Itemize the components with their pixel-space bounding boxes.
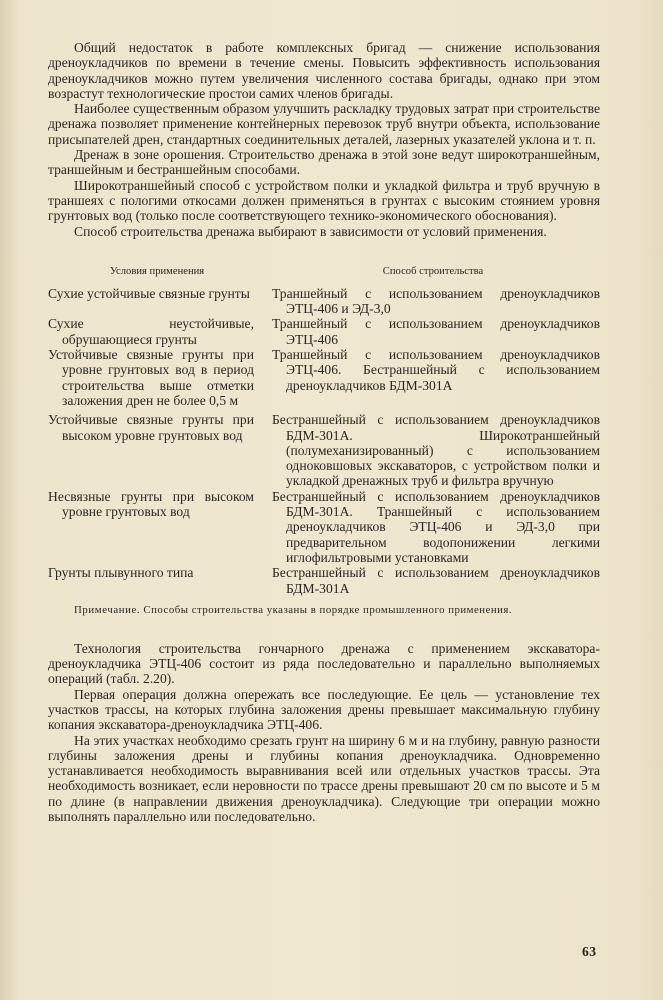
table-row	[48, 286, 600, 317]
condition-cell: Грунты плывунного типа	[48, 565, 194, 581]
page-number: 63	[582, 944, 597, 959]
paragraph-cut-soil: На этих участках необходимо срезать грунт на ширину 6 м и на глубину, равную разности глубины заложения дрены и глубины копания дреноукладчика. Одновременно устанавливается необходимость выравнивания всей или отдельных участков трассы. Эта необходимость возникает, если неровности по трассе дрены превышают 20 см по высоте и 5 м по длине (в направлении движения дреноукладчика). Следующие три операции можно выполнять параллельно или последовательно.	[48, 732, 600, 825]
page-content	[48, 40, 600, 824]
irrigation-heading: Дренаж в зоне орошения.	[74, 147, 225, 163]
method-cell: Траншейный с использованием дреноукладчиков ЭТЦ-406 и ЭД-3,0	[272, 285, 600, 317]
method-cell: Бестраншейный с использованием дреноукладчиков БДМ-301А. Траншейный с использованием дреноукладчиков ЭТЦ-406 и ЭД-3,0 при предварительном водопонижении легкими иглофильтровыми установками	[272, 488, 600, 565]
paragraph-method-choice: Способ строительства дренажа выбирают в зависимости от условий применения.	[74, 223, 547, 239]
note-text: Способы строительства указаны в порядке промышленного применения.	[143, 603, 513, 616]
table-row	[48, 489, 600, 565]
application-conditions-table	[48, 266, 600, 616]
method-cell: Бестраншейный с использованием дреноукладчиков БДМ-301А. Широкотраншейный (полумеханизированный) с использованием одноковшовых экскаваторов, с устройством полки и укладкой дренажных труб и фильтра вручную	[272, 412, 600, 489]
paragraph-brigades: Общий недостаток в работе комплексных бригад — снижение использования дреноукладчиков по времени в течение смены. Повысить эффективность использования дреноукладчиков можно путем увеличения численного состава бригады, однако при этом возрастут технологические простои самих членов бригады.	[48, 40, 600, 101]
condition-cell: Устойчивые связные грунты при высоком уровне грунтовых вод	[48, 412, 254, 443]
condition-cell: Сухие устойчивые связные грунты	[48, 285, 250, 301]
condition-cell: Несвязные грунты при высоком уровне грунтовых вод	[48, 488, 254, 520]
irrigation-text: Строительство дренажа в этой зоне ведут широкотраншейным, траншейным и бестраншейным способами.	[48, 147, 600, 178]
table-row	[48, 347, 600, 408]
conditions-column-header: Условия применения	[109, 265, 205, 277]
paragraph-pottery-drainage: Технология строительства гончарного дренажа с применением экскаватора-дреноукладчика ЭТЦ-406 состоит из ряда последовательно и параллельно выполняемых операций (табл. 2.20).	[48, 640, 600, 687]
table-note	[48, 604, 600, 616]
method-cell: Траншейный с использованием дреноукладчиков ЭТЦ-406	[272, 316, 600, 347]
note-label: Примечание.	[74, 603, 141, 616]
method-cell: Бестраншейный с использованием дреноукладчиков БДМ-301А	[272, 565, 600, 596]
method-cell: Траншейный с использованием дреноукладчиков ЭТЦ-406. Бестраншейный с использованием дреноукладчиков БДМ-301А	[272, 347, 600, 393]
condition-cell: Сухие неустойчивые, обрушающиеся грунты	[48, 316, 254, 347]
table-row	[48, 412, 600, 488]
technology-section	[48, 641, 600, 825]
paragraph-irrigation-zone	[48, 147, 600, 178]
paragraph-wide-trench: Широкотраншейный способ с устройством полки и укладкой фильтра и труб вручную в траншеях с пологими откосами должен применяться в грунтах с высоким стоянием уровня грунтовых вод (только после соответствующего технико-экономического обоснования).	[48, 177, 600, 224]
table-row	[48, 316, 600, 347]
table-header-row	[48, 266, 600, 278]
condition-cell: Устойчивые связные грунты при уровне грунтовых вод в период строительства выше отметки заложения дрен не более 0,5 м	[48, 347, 254, 408]
methods-column-header: Способ строительства	[382, 265, 484, 277]
paragraph-labor-costs: Наиболее существенным образом улучшить раскладку трудовых затрат при строительстве дренажа позволяет применение контейнерных перевозок труб внутри объекта, использование присыпателей дрен, стандартных соединительных деталей, лазерных указателей уклона и т. п.	[48, 101, 600, 147]
paragraph-first-operation: Первая операция должна опережать все последующие. Ее цель — установление тех участков трассы, на которых глубина заложения дрены превышает максимальную глубину копания экскаватора-дреноукладчика ЭТЦ-406.	[48, 686, 600, 733]
table-row	[48, 565, 600, 596]
